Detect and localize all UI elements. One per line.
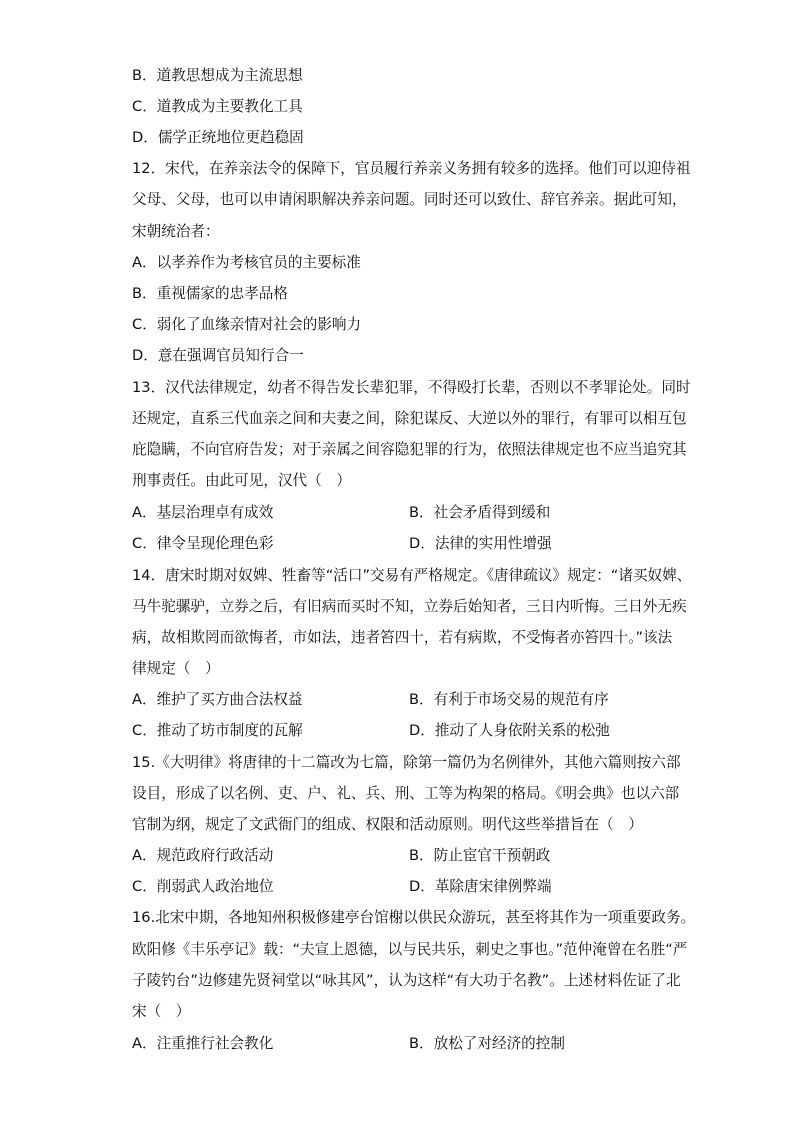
q13-stem-line-3: 庇隐瞒，不向官府告发；对于亲属之间容隐犯罪的行为，依照法律规定也不应当追究其 [132, 441, 687, 458]
q16-stem-line-3: 子陵钓台”边修建先贤祠堂以“咏其风”，认为这样“有大功于名教”。上述材料佐证了北 [132, 972, 681, 989]
q16-option-b: B．放松了对经济的控制 [409, 1035, 565, 1052]
q13-stem-line-1: 13．汉代法律规定，幼者不得告发长辈犯罪，不得殴打长辈，否则以不孝罪论处。同时 [132, 379, 691, 396]
q16-stem-line-4: 宋（ ） [132, 1003, 191, 1020]
q14-stem-line-3: 病，故相欺罔而欲悔者，市如法，违者笞四十，若有病欺，不受悔者亦笞四十。”该法 [132, 629, 673, 646]
q14-stem-line-2: 马牛驼骡驴，立券之后，有旧病而买时不知，立券后始知者，三日内听悔。三日外无疾 [132, 598, 687, 615]
q12-option-b: B．重视儒家的忠孝品格 [132, 285, 288, 302]
q16-stem-line-2: 欧阳修《丰乐亭记》载：“夫宣上恩德，以与民共乐，刺史之事也。”范仲淹曾在名胜“严 [132, 941, 688, 958]
q15-stem-line-3: 官制为纲，规定了文武衙门的组成、权限和活动原则。明代这些举措旨在（ ） [132, 816, 643, 833]
q15-stem-line-1: 15.《大明律》将唐律的十二篇改为七篇，除第一篇仍为名例律外，其他六篇则按六部 [132, 754, 681, 771]
q11-option-c: C．道教成为主要教化工具 [132, 98, 303, 115]
q14-option-c: C．推动了坊市制度的瓦解 [132, 722, 303, 739]
q14-option-b: B．有利于市场交易的规范有序 [409, 691, 609, 708]
q12-stem-line-3: 宋朝统治者： [132, 223, 220, 240]
q14-option-d: D．推动了人身依附关系的松弛 [409, 722, 610, 739]
q15-option-b: B．防止宦官干预朝政 [409, 847, 551, 864]
q16-stem-line-1: 16.北宋中期，各地知州积极修建亭台馆榭以供民众游玩，甚至将其作为一项重要政务。 [132, 909, 696, 926]
q15-option-a: A．规范政府行政活动 [132, 847, 274, 864]
q14-option-a: A．维护了买方曲合法权益 [132, 691, 303, 708]
q12-stem-line-1: 12．宋代，在养亲法令的保障下，官员履行养亲义务拥有较多的选择。他们可以迎侍祖 [132, 160, 691, 177]
q13-option-c: C．律令呈现伦理色彩 [132, 535, 274, 552]
q11-option-d: D．儒学正统地位更趋稳固 [132, 129, 304, 146]
q13-option-d: D．法律的实用性增强 [409, 535, 552, 552]
q13-stem-line-2: 还规定，直系三代血亲之间和夫妻之间，除犯谋反、大逆以外的罪行，有罪可以相互包 [132, 410, 687, 427]
q12-stem-line-2: 父母、父母，也可以申请闲职解决养亲问题。同时还可以致仕、辞官养亲。据此可知， [132, 191, 687, 208]
q16-option-a: A．注重推行社会教化 [132, 1035, 274, 1052]
q13-option-b: B．社会矛盾得到缓和 [409, 504, 551, 521]
q15-option-c: C．削弱武人政治地位 [132, 878, 274, 895]
q12-option-c: C．弱化了血缘亲情对社会的影响力 [132, 316, 362, 333]
q15-option-d: D．革除唐宋律例弊端 [409, 878, 552, 895]
q13-stem-line-4: 刑事责任。由此可见，汉代（ ） [132, 472, 351, 489]
q15-stem-line-2: 设目，形成了以名例、吏、户、礼、兵、刑、工等为构架的格局。《明会典》也以六部 [132, 785, 680, 802]
q14-stem-line-1: 14．唐宋时期对奴婢、牲畜等“活口”交易有严格规定。《唐律疏议》规定：“诸买奴婢、 [132, 567, 692, 584]
q11-option-b: B．道教思想成为主流思想 [132, 67, 303, 84]
q14-stem-line-4: 律规定（ ） [132, 660, 220, 677]
q13-option-a: A．基层治理卓有成效 [132, 504, 274, 521]
q12-option-d: D．意在强调官员知行合一 [132, 347, 304, 364]
q12-option-a: A．以孝养作为考核官员的主要标准 [132, 254, 361, 271]
